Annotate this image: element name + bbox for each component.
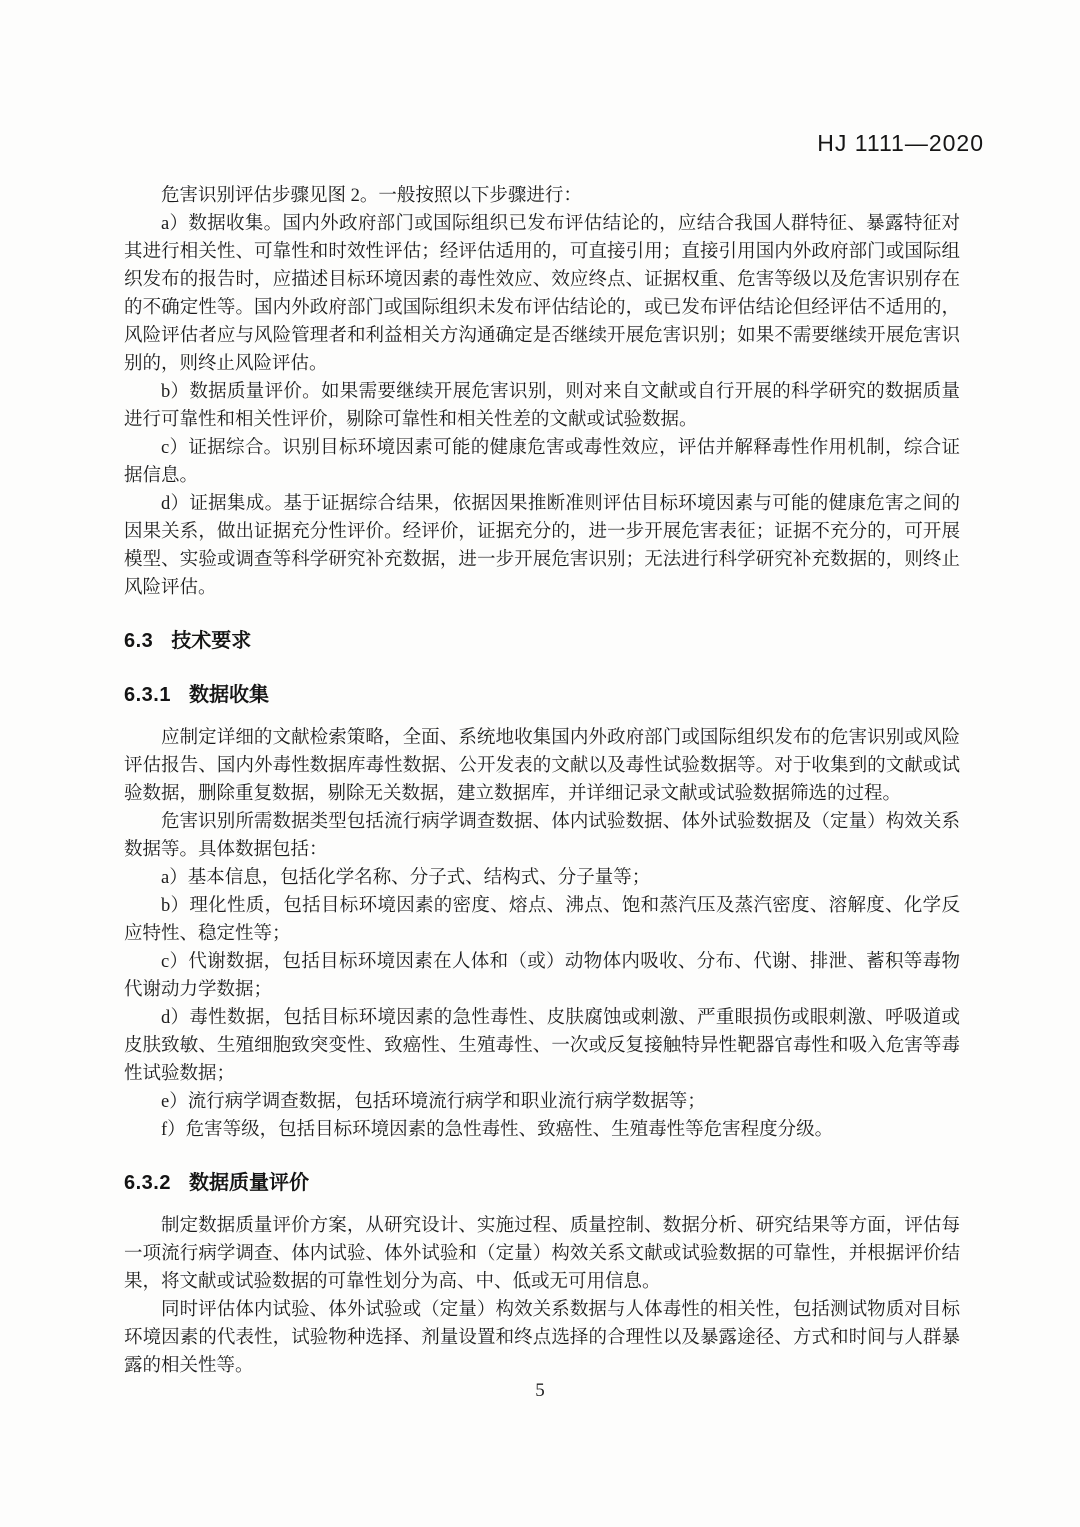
list-item-f: f）危害等级，包括目标环境因素的急性毒性、致癌性、生殖毒性等危害程度分级。	[161, 1120, 834, 1140]
page-number: 5	[535, 1380, 545, 1401]
section-number: 6.3.1	[124, 684, 171, 706]
list-item-e: e）流行病学调查数据，包括环境流行病学和职业流行病学数据等；	[161, 1092, 706, 1112]
paragraph-step-b: b）数据质量评价。如果需要继续开展危害识别，则对来自文献或自行开展的科学研究的数据质量进行可靠性和相关性评价，剔除可靠性和相关性差的文献或试验数据。	[124, 382, 960, 430]
list-item-c: c）代谢数据，包括目标环境因素在人体和（或）动物体内吸收、分布、代谢、排泄、蓄积等毒物代谢动力学数据；	[124, 952, 960, 1000]
section-number: 6.3	[124, 630, 154, 652]
section-title: 技术要求	[171, 630, 252, 652]
page-content	[124, 182, 960, 1380]
section-heading-6-3-2	[124, 1168, 960, 1198]
paragraph-intro: 危害识别评估步骤见图 2。一般按照以下步骤进行：	[161, 186, 582, 206]
paragraph-6-3-2-p1: 制定数据质量评价方案，从研究设计、实施过程、质量控制、数据分析、研究结果等方面，评估每一项流行病学调查、体内试验、体外试验和（定量）构效关系文献或试验数据的可靠性，并根据评价结果，将文献或试验数据的可靠性划分为高、中、低或无可用信息。	[124, 1216, 960, 1292]
list-item-b: b）理化性质，包括目标环境因素的密度、熔点、沸点、饱和蒸汽压及蒸汽密度、溶解度、化学反应特性、稳定性等；	[124, 896, 960, 944]
section-number: 6.3.2	[124, 1172, 171, 1194]
section-title: 数据收集	[188, 684, 269, 706]
section-title: 数据质量评价	[188, 1172, 309, 1194]
paragraph-6-3-1-p2: 危害识别所需数据类型包括流行病学调查数据、体内试验数据、体外试验数据及（定量）构效关系数据等。具体数据包括：	[124, 812, 960, 860]
list-item-a: a）基本信息，包括化学名称、分子式、结构式、分子量等；	[161, 868, 651, 888]
paragraph-step-c: c）证据综合。识别目标环境因素可能的健康危害或毒性效应，评估并解释毒性作用机制，综合证据信息。	[124, 438, 960, 486]
list-item-d: d）毒性数据，包括目标环境因素的急性毒性、皮肤腐蚀或刺激、严重眼损伤或眼刺激、呼吸道或皮肤致敏、生殖细胞致突变性、致癌性、生殖毒性、一次或反复接触特异性靶器官毒性和吸入危害等毒性试验数据；	[124, 1008, 960, 1084]
section-heading-6-3-1	[124, 680, 960, 710]
paragraph-6-3-1-p1: 应制定详细的文献检索策略，全面、系统地收集国内外政府部门或国际组织发布的危害识别或风险评估报告、国内外毒性数据库毒性数据、公开发表的文献以及毒性试验数据等。对于收集到的文献或试验数据，删除重复数据，剔除无关数据，建立数据库，并详细记录文献或试验数据筛选的过程。	[124, 728, 960, 804]
paragraph-6-3-2-p2: 同时评估体内试验、体外试验或（定量）构效关系数据与人体毒性的相关性，包括测试物质对目标环境因素的代表性，试验物种选择、剂量设置和终点选择的合理性以及暴露途径、方式和时间与人群暴露的相关性等。	[124, 1300, 960, 1376]
doc-code-header: HJ 1111—2020	[817, 130, 984, 156]
paragraph-step-d: d）证据集成。基于证据综合结果，依据因果推断准则评估目标环境因素与可能的健康危害之间的因果关系，做出证据充分性评价。经评价，证据充分的，进一步开展危害表征；证据不充分的，可开展模型、实验或调查等科学研究补充数据，进一步开展危害识别；无法进行科学研究补充数据的，则终止风险评估。	[124, 494, 960, 598]
section-heading-6-3	[124, 626, 960, 656]
paragraph-step-a: a）数据收集。国内外政府部门或国际组织已发布评估结论的，应结合我国人群特征、暴露特征对其进行相关性、可靠性和时效性评估；经评估适用的，可直接引用；直接引用国内外政府部门或国际组织发布的报告时，应描述目标环境因素的毒性效应、效应终点、证据权重、危害等级以及危害识别存在的不确定性等。国内外政府部门或国际组织未发布评估结论的，或已发布评估结论但经评估不适用的，风险评估者应与风险管理者和利益相关方沟通确定是否继续开展危害识别；如果不需要继续开展危害识别的，则终止风险评估。	[124, 214, 960, 374]
